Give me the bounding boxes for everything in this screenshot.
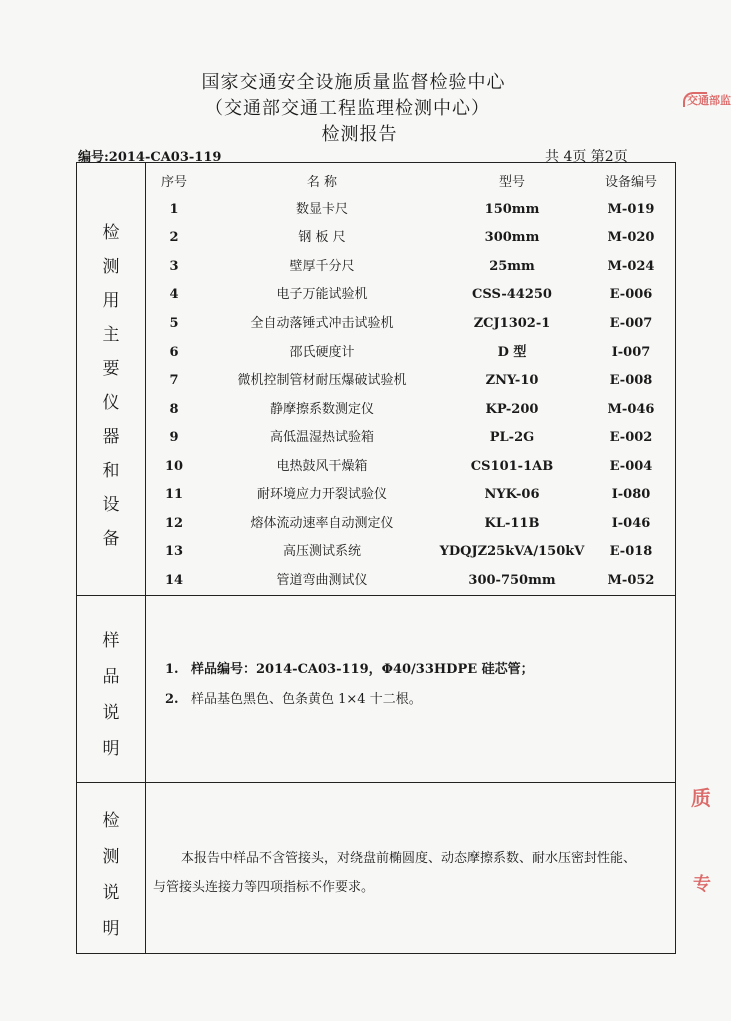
row-name: 耐环境应力开裂试验仪 [256,487,387,502]
row-model: D 型 [497,345,527,360]
row-no: 14 [164,573,184,588]
report-title: 检测报告 [321,124,398,145]
row-model: 150mm [484,202,540,217]
row-model: ZCJ1302-1 [473,316,551,331]
row-name: 邵氏硬度计 [289,345,355,360]
table-row [77,428,675,456]
row-code: M-046 [607,402,655,417]
row-model: 300-750mm [468,573,556,588]
table-row [77,400,675,428]
row-name: 壁厚千分尺 [289,259,355,274]
equipment-label-char: 用 [102,291,120,311]
row-code: I-007 [611,345,651,360]
table-row [77,257,675,285]
table-row [77,228,675,256]
row-model: 25mm [489,259,535,274]
column-header-no: 序号 [160,175,187,190]
row-name: 电子万能试验机 [276,287,368,302]
row-code: M-019 [607,202,655,217]
row-no: 4 [169,287,179,302]
equipment-label-char: 要 [102,359,120,379]
row-model: 300mm [484,230,540,245]
sample-item-text: 样品编号：2014-CA03-119，Φ40/33HDPE 硅芯管； [191,662,534,677]
ministry-subtitle: （交通部交通工程监理检测中心） [205,98,490,119]
test-note-label-char: 明 [102,919,120,939]
test-note-paragraph [153,844,673,902]
test-note-section-label [77,813,145,957]
row-code: I-046 [611,516,651,531]
sample-item-number: 2. [165,692,179,707]
table-row [77,514,675,542]
table-row [77,457,675,485]
row-code: E-008 [609,373,653,388]
test-note-line: 本报告中样品不含管接头，对绕盘前椭圆度、动态摩擦系数、耐水压密封性能、 [181,851,637,866]
table-row [77,571,675,599]
red-seal-middle: 质 [691,786,711,810]
row-model: KP-200 [485,402,539,417]
row-name: 数显卡尺 [295,202,348,217]
sample-label-char: 说 [102,703,120,723]
sample-item-number: 1. [165,662,179,677]
sample-label-char: 品 [102,667,120,687]
sample-description [165,660,534,720]
row-no: 13 [164,544,184,559]
row-code: E-007 [609,316,653,331]
red-seal-bottom: 专 [693,874,711,895]
column-header-name: 名 称 [306,175,338,190]
row-name: 管道弯曲测试仪 [276,573,368,588]
row-code: M-020 [607,230,655,245]
row-no: 6 [169,345,179,360]
table-row [77,371,675,399]
row-code: M-052 [607,573,655,588]
row-name: 全自动落锤式冲击试验机 [250,316,394,331]
row-name: 静摩擦系数测定仪 [269,402,374,417]
equipment-label-char: 检 [102,223,120,243]
sample-section-label [77,633,145,777]
row-code: E-006 [609,287,653,302]
row-model: CS101-1AB [470,459,554,474]
table-row [77,200,675,228]
row-name: 高压测试系统 [282,544,361,559]
equipment-label-char: 备 [102,529,120,549]
section-divider-2 [77,782,675,783]
row-model: NYK-06 [484,487,540,502]
sample-item [165,660,534,690]
row-no: 3 [169,259,179,274]
row-model: PL-2G [489,430,535,445]
row-code: I-080 [611,487,651,502]
sample-item [165,690,534,720]
report-table [76,162,676,954]
test-note-label-char: 检 [102,811,120,831]
table-row [77,314,675,342]
row-name: 熔体流动速率自动测定仪 [250,516,394,531]
equipment-label-char: 仪 [102,393,120,413]
center-name-title: 国家交通安全设施质量监督检验中心 [201,72,506,93]
table-row [77,285,675,313]
table-row [77,485,675,513]
equipment-label-char: 设 [102,495,120,515]
row-model: KL-11B [484,516,540,531]
row-name: 电热鼓风干燥箱 [276,459,368,474]
red-seal-top: 交通部监 [683,92,707,107]
row-no: 9 [169,430,179,445]
row-name: 高低温湿热试验箱 [269,430,374,445]
row-no: 1 [169,202,179,217]
equipment-label-char: 和 [102,461,120,481]
row-model: ZNY-10 [485,373,539,388]
row-code: E-018 [609,544,653,559]
column-header-code: 设备编号 [604,175,657,190]
row-code: E-002 [609,430,653,445]
row-model: CSS-44250 [472,287,552,302]
row-no: 2 [169,230,179,245]
table-row [77,542,675,570]
row-code: M-024 [607,259,655,274]
row-name: 钢 板 尺 [298,230,346,245]
row-no: 10 [164,459,184,474]
row-no: 8 [169,402,179,417]
test-note-line: 与管接头连接力等四项指标不作要求。 [153,880,375,895]
report-number: 编号:2014-CA03-119 [78,150,222,165]
test-note-label-char: 测 [102,847,120,867]
row-name: 微机控制管材耐压爆破试验机 [237,373,407,388]
equipment-label-char: 主 [102,325,120,345]
test-note-label-char: 说 [102,883,120,903]
page-info: 共 4页 第2页 [545,149,628,165]
row-no: 7 [169,373,179,388]
column-header-model: 型号 [498,175,525,190]
equipment-label-char: 测 [102,257,120,277]
row-model: YDQJZ25kVA/150kV [439,544,585,559]
sample-label-char: 明 [102,739,120,759]
sample-label-char: 样 [102,631,120,651]
row-no: 12 [164,516,184,531]
sample-item-text: 样品基色黑色、色条黄色 1×4 十二根。 [191,692,422,707]
equipment-label-char: 器 [102,427,120,447]
row-code: E-004 [609,459,653,474]
table-row [77,343,675,371]
row-no: 5 [169,316,179,331]
row-no: 11 [164,487,184,502]
